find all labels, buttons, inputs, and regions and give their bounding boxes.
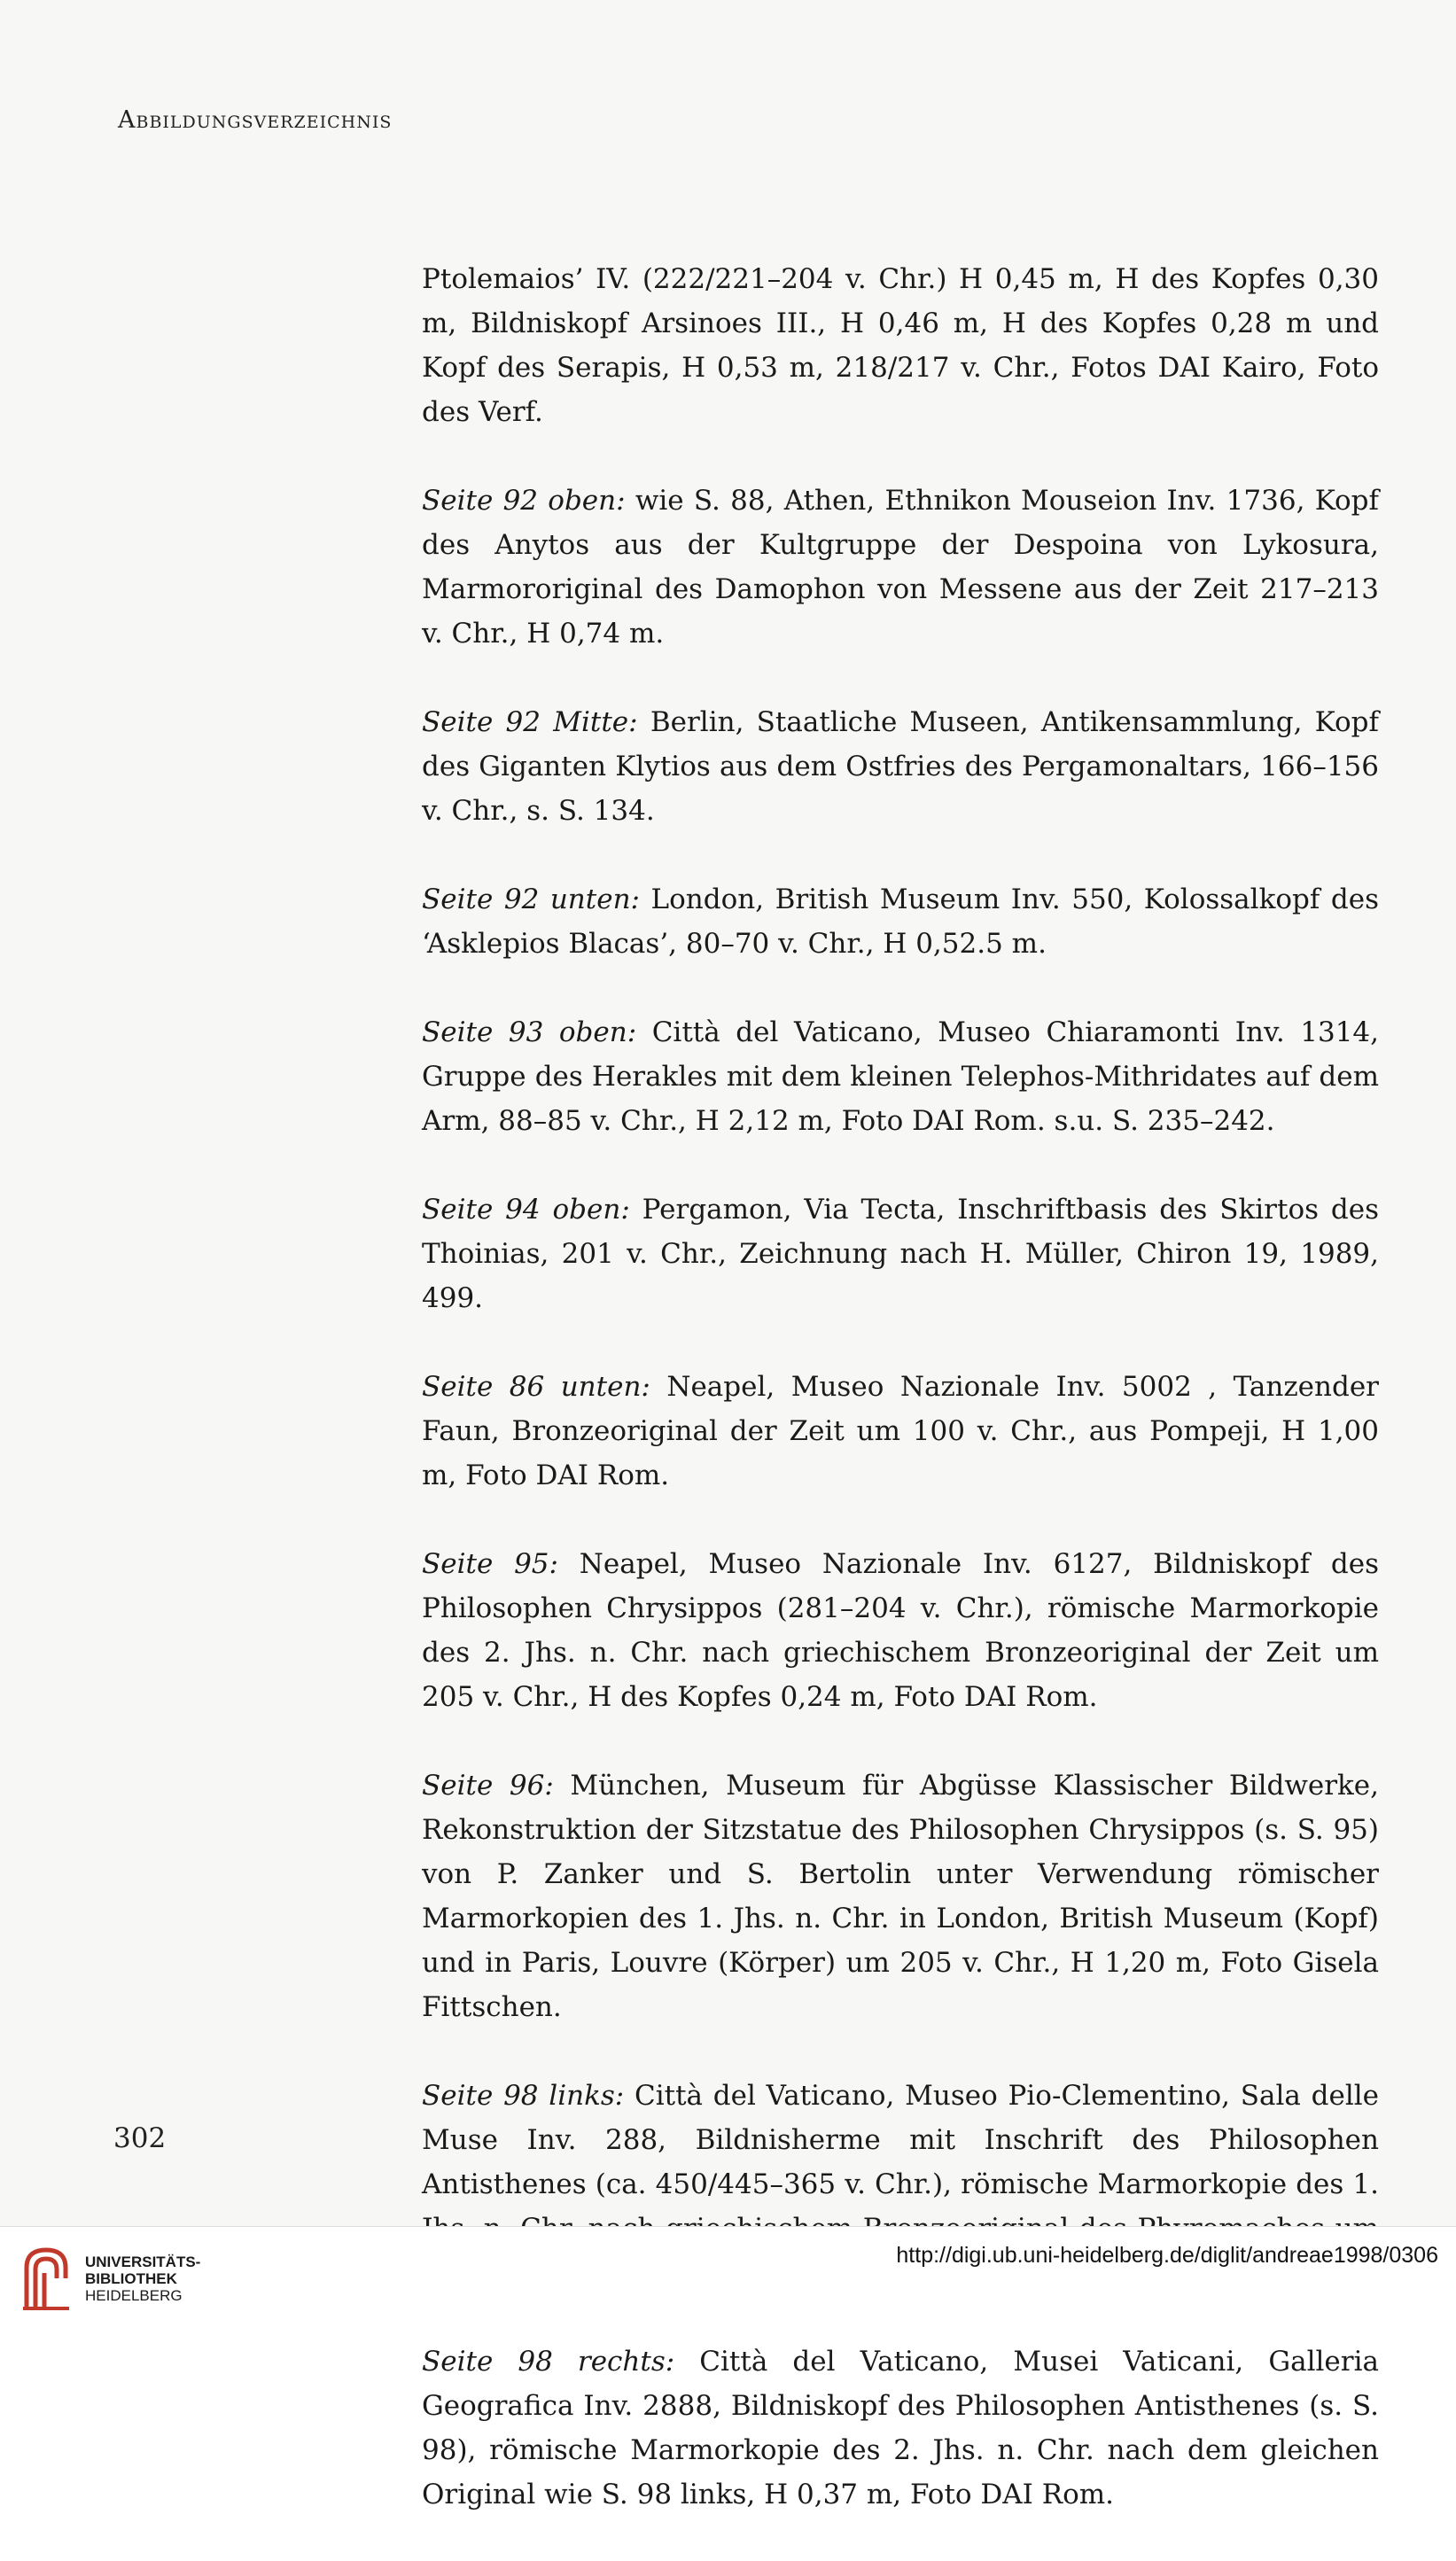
entry-text: London, British Museum Inv. 550, Kolossalkopf des ‘Asklepios Blacas’, 80–70 v. Chr., H 0,52.5 m. xyxy=(422,884,1379,960)
entry-text: Città del Vaticano, Musei Vaticani, Galleria Geografica Inv. 2888, Bildniskopf des Philosophen Antisthenes (s. S. 98), römische Marmorkopie des 2. Jhs. n. Chr. nach dem gleichen Original wie S. 98 links, H 0,37 m, Foto DAI Rom. xyxy=(422,2346,1379,2510)
figure-entry xyxy=(422,1187,1379,1320)
figure-entry xyxy=(422,479,1379,656)
library-name xyxy=(85,2254,200,2304)
library-line: HEIDELBERG xyxy=(85,2287,183,2304)
entry-reference: Seite 92 oben: xyxy=(422,485,626,517)
figure-entry xyxy=(422,2339,1379,2517)
entry-reference: Seite 86 unten: xyxy=(422,1371,650,1403)
entry-reference: Seite 96: xyxy=(422,1770,554,1802)
entry-reference: Seite 92 Mitte: xyxy=(422,706,638,738)
entry-text: wie S. 88, Athen, Ethnikon Mouseion Inv. 1736, Kopf des Anytos aus der Kultgruppe der Despoina von Lykosura, Marmororiginal des Damophon von Messene aus der Zeit 217–213 v. Chr., H 0,74 m. xyxy=(422,485,1379,650)
library-line: UNIVERSITÄTS- xyxy=(85,2254,201,2270)
entry-reference: Seite 93 oben: xyxy=(422,1016,637,1048)
library-line: BIBLIOTHEK xyxy=(85,2270,177,2287)
entry-text: Città del Vaticano, Museo Pio-Clementino, Sala delle Muse Inv. 288, Bildnisherme mit Inschrift des Philosophen Antisthenes (ca. 450/445–365 v. Chr.), römische Marmorkopie des 1. xyxy=(422,2080,1379,2200)
entry-reference: Seite 98 rechts: xyxy=(422,2346,675,2378)
entry-reference: Seite 94 oben: xyxy=(422,1194,630,1226)
running-head: Abbildungsverzeichnis xyxy=(118,106,393,134)
entry-text: Pergamon, Via Tecta, Inschriftbasis des Skirtos des Thoinias, 201 v. Chr., Zeichnung nach H. Müller, Chiron 19, 1989, 499. xyxy=(422,1194,1380,1314)
figure-entry xyxy=(422,700,1379,833)
source-url-link[interactable]: http://digi.ub.uni-heidelberg.de/diglit/andreae1998/0306 xyxy=(896,2243,1438,2268)
figure-entry xyxy=(422,1763,1379,2029)
figure-entry xyxy=(422,1365,1379,1498)
entry-text: München, Museum für Abgüsse Klassischer Bildwerke, Rekonstruktion der Sitzstatue des Philosophen Chrysippos (s. S. 95) von P. Zanker und S. Bertolin unter Verwendung römischer Marmorkopien des 1. Jhs. n. Chr. in London, British Museum (Kopf) und in Paris, Louvre (Körper) um 205 v. Chr., H 1,20 m, Foto Gisela Fittschen. xyxy=(422,1770,1380,2023)
entry-text: Ptolemaios’ IV. (222/221–204 v. Chr.) H 0,45 m, H des Kopfes 0,30 m, Bildniskopf Arsinoes III., H 0,46 m, H des Kopfes 0,28 m und Kopf des Serapis, H 0,53 m, 218/217 v. Chr., Fotos DAI Kairo, Foto des Verf. xyxy=(422,263,1379,428)
entry-text: Berlin, Staatliche Museen, Antikensammlung, Kopf des Giganten Klytios aus dem Ostfries des Pergamonaltars, 166–156 v. Chr., s. S. 134. xyxy=(422,706,1379,827)
figure-entry xyxy=(422,257,1379,434)
entry-text: Città del Vaticano, Museo Chiaramonti Inv. 1314, Gruppe des Herakles mit dem kleinen Telephos-Mithridates auf dem Arm, 88–85 v. Chr., H 2,12 m, Foto DAI Rom. s.u. S. 235–242. xyxy=(422,1016,1379,1137)
entry-reference: Seite 98 links: xyxy=(422,2080,625,2112)
entry-text: Neapel, Museo Nazionale Inv. 5002 , Tanzender Faun, Bronzeoriginal der Zeit um 100 v. Chr., aus Pompeji, H 1,00 m, Foto DAI Rom. xyxy=(422,1371,1379,1491)
figure-entry xyxy=(422,877,1379,966)
entry-reference: Seite 95: xyxy=(422,1548,558,1580)
entry-text: Neapel, Museo Nazionale Inv. 6127, Bildniskopf des Philosophen Chrysippos (281–204 v. Chr.), römische Marmorkopie des 2. Jhs. n. Chr. nach griechischem Bronzeoriginal der Zeit um 205 v. Chr., H des Kopfes 0,24 m, Foto DAI Rom. xyxy=(422,1548,1379,1713)
figure-list xyxy=(422,257,1379,2561)
ub-heidelberg-logo-icon xyxy=(19,2243,73,2314)
figure-entry xyxy=(422,1010,1379,1143)
entry-reference: Seite 92 unten: xyxy=(422,884,640,915)
page-number: 302 xyxy=(113,2122,167,2154)
figure-entry xyxy=(422,1542,1379,1719)
footer-bar xyxy=(0,2226,1456,2333)
